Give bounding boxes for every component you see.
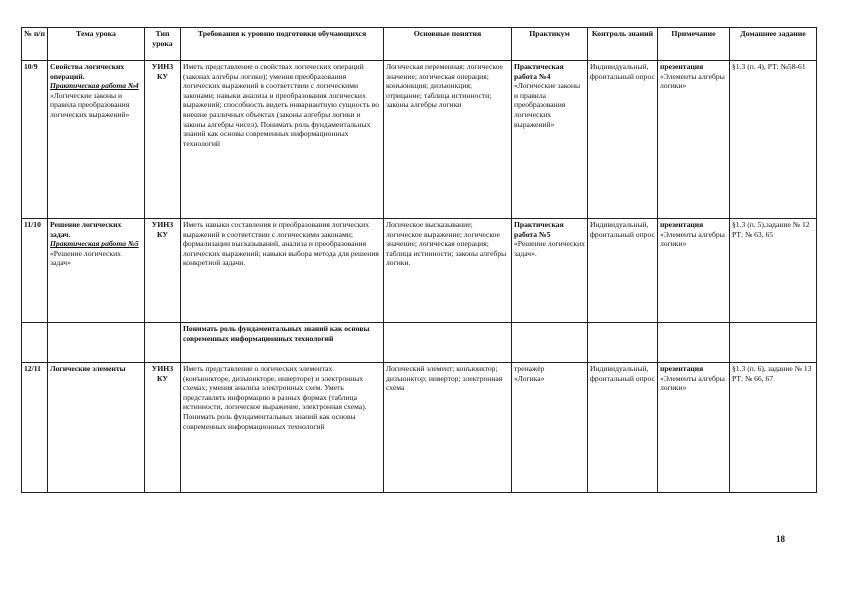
row-homework: §1.3 (п. 4), РТ: №58-61	[730, 61, 817, 219]
row-concepts: Логическое высказывание; логическое выражение; логическое значение; логическая операция; таблица истинности; законы алгебры логики.	[384, 219, 512, 323]
header-control: Контроль знаний	[588, 28, 658, 61]
row-num: 12/11	[22, 363, 48, 493]
empty-cell	[588, 323, 658, 363]
row-num: 11/10	[22, 219, 48, 323]
row-topic	[48, 219, 145, 323]
table-row	[22, 61, 817, 219]
type-top: УИНЗ	[151, 220, 174, 229]
row-practice	[512, 61, 588, 219]
row-type	[145, 61, 181, 219]
row-concepts: Логический элемент; конъюнктор; дизъюнктор; инвертор; электронная схема	[384, 363, 512, 493]
topic-extra: «Решение логических задач»	[50, 248, 121, 268]
table-row	[22, 363, 817, 493]
practice-title: тренажёр	[514, 364, 545, 373]
empty-cell	[730, 323, 817, 363]
empty-cell	[48, 323, 145, 363]
empty-cell	[512, 323, 588, 363]
empty-cell	[22, 323, 48, 363]
row-control: Индивидуальный, фронтальный опрос	[588, 363, 658, 493]
row-requirements-extra: Понимать роль фундаментальных знаний как основы современных информационных технологий	[181, 323, 384, 363]
table-header-row	[22, 28, 817, 61]
header-notes: Примечание	[658, 28, 730, 61]
notes-title: презентация	[660, 220, 704, 229]
type-top: УИНЗ	[151, 62, 174, 71]
row-topic: Логические элементы	[48, 363, 145, 493]
table-row	[22, 219, 817, 323]
topic-title: Свойства логических операций.	[50, 62, 125, 81]
topic-link[interactable]: Практическая работа №5	[50, 239, 139, 249]
empty-cell	[658, 323, 730, 363]
topic-link[interactable]: Практическая работа №4	[50, 81, 139, 91]
notes-title: презентация	[660, 364, 704, 373]
lesson-plan-table	[21, 27, 817, 493]
row-requirements: Иметь представление о свойствах логических операций (законах алгебры логики); умения преобразования логических выражений в соответствии с логическими законами; навыки анализа и преобразования логических выражений; способность видеть инвариантную сущность во внешне различных объектах (законы алгебры логики и законы алгебры чисел). Понимать роль фундаментальных знаний как основы современных информационных технологий	[181, 61, 384, 219]
type-bottom: КУ	[157, 373, 168, 383]
practice-title: Практическая работа №5	[514, 220, 564, 239]
row-requirements: Иметь представление о логических элементах (конъюнкторе, дизъюнкторе, инверторе) и электронных схемах; умения анализа электронных схем. Уметь представлять информацию в разных формах (таблица истинности, логическое выражение, электронная схема). Понимать роль фундаментальных знаний как основы современных информационных технологий	[181, 363, 384, 493]
row-practice	[512, 363, 588, 493]
header-type: Тип урока	[145, 28, 181, 61]
type-top: УИНЗ	[151, 364, 174, 373]
row-concepts: Логическая переменная; логическое значение; логическая операция; конъюнкция; дизъюнкция; отрицание; таблица истинности; законы алгебры логики	[384, 61, 512, 219]
table-row	[22, 323, 817, 363]
practice-text: «Логические законы и правила преобразования логических выражений»	[514, 81, 581, 129]
header-homework: Домашнее задание	[730, 28, 817, 61]
header-topic: Тема урока	[48, 28, 145, 61]
practice-text: «Логика»	[514, 373, 545, 383]
header-practice: Практикум	[512, 28, 588, 61]
topic-extra: «Логические законы и правила преобразования логических выражений»	[50, 90, 130, 119]
notes-text: «Элементы алгебры логики»	[660, 71, 725, 91]
row-control: Индивидуальный, фронтальный опрос	[588, 219, 658, 323]
row-homework: §1.3 (п. 6), задание № 13 РТ: № 66, 67	[730, 363, 817, 493]
header-requirements: Требования к уровню подготовки обучающихся	[181, 28, 384, 61]
notes-text: «Элементы алгебры логики»	[660, 373, 725, 393]
row-notes	[658, 61, 730, 219]
empty-cell	[145, 323, 181, 363]
row-type	[145, 219, 181, 323]
row-topic	[48, 61, 145, 219]
practice-title: Практическая работа №4	[514, 62, 564, 81]
row-practice	[512, 219, 588, 323]
type-bottom: КУ	[157, 71, 168, 81]
row-type	[145, 363, 181, 493]
notes-title: презентация	[660, 62, 704, 71]
type-bottom: КУ	[157, 229, 168, 239]
header-num: № п/п	[22, 28, 48, 61]
row-requirements: Иметь навыки составления и преобразования логических выражений в соответствии с логическими законами; формализации высказываний, анализа и преобразования логических выражений; навыки выбора метода для решения конкретной задачи.	[181, 219, 384, 323]
header-concepts: Основные понятия	[384, 28, 512, 61]
row-notes	[658, 219, 730, 323]
row-control: Индивидуальный, фронтальный опрос	[588, 61, 658, 219]
empty-cell	[384, 323, 512, 363]
row-homework: §1.3 (п. 5),задание № 12 РТ: № 63, 65	[730, 219, 817, 323]
topic-title: Решение логических задач.	[50, 220, 122, 239]
row-notes	[658, 363, 730, 493]
notes-text: «Элементы алгебры логики»	[660, 229, 725, 249]
practice-text: «Решение логических задач».	[514, 239, 585, 258]
row-num: 10/9	[22, 61, 48, 219]
page-number: 18	[776, 534, 785, 544]
